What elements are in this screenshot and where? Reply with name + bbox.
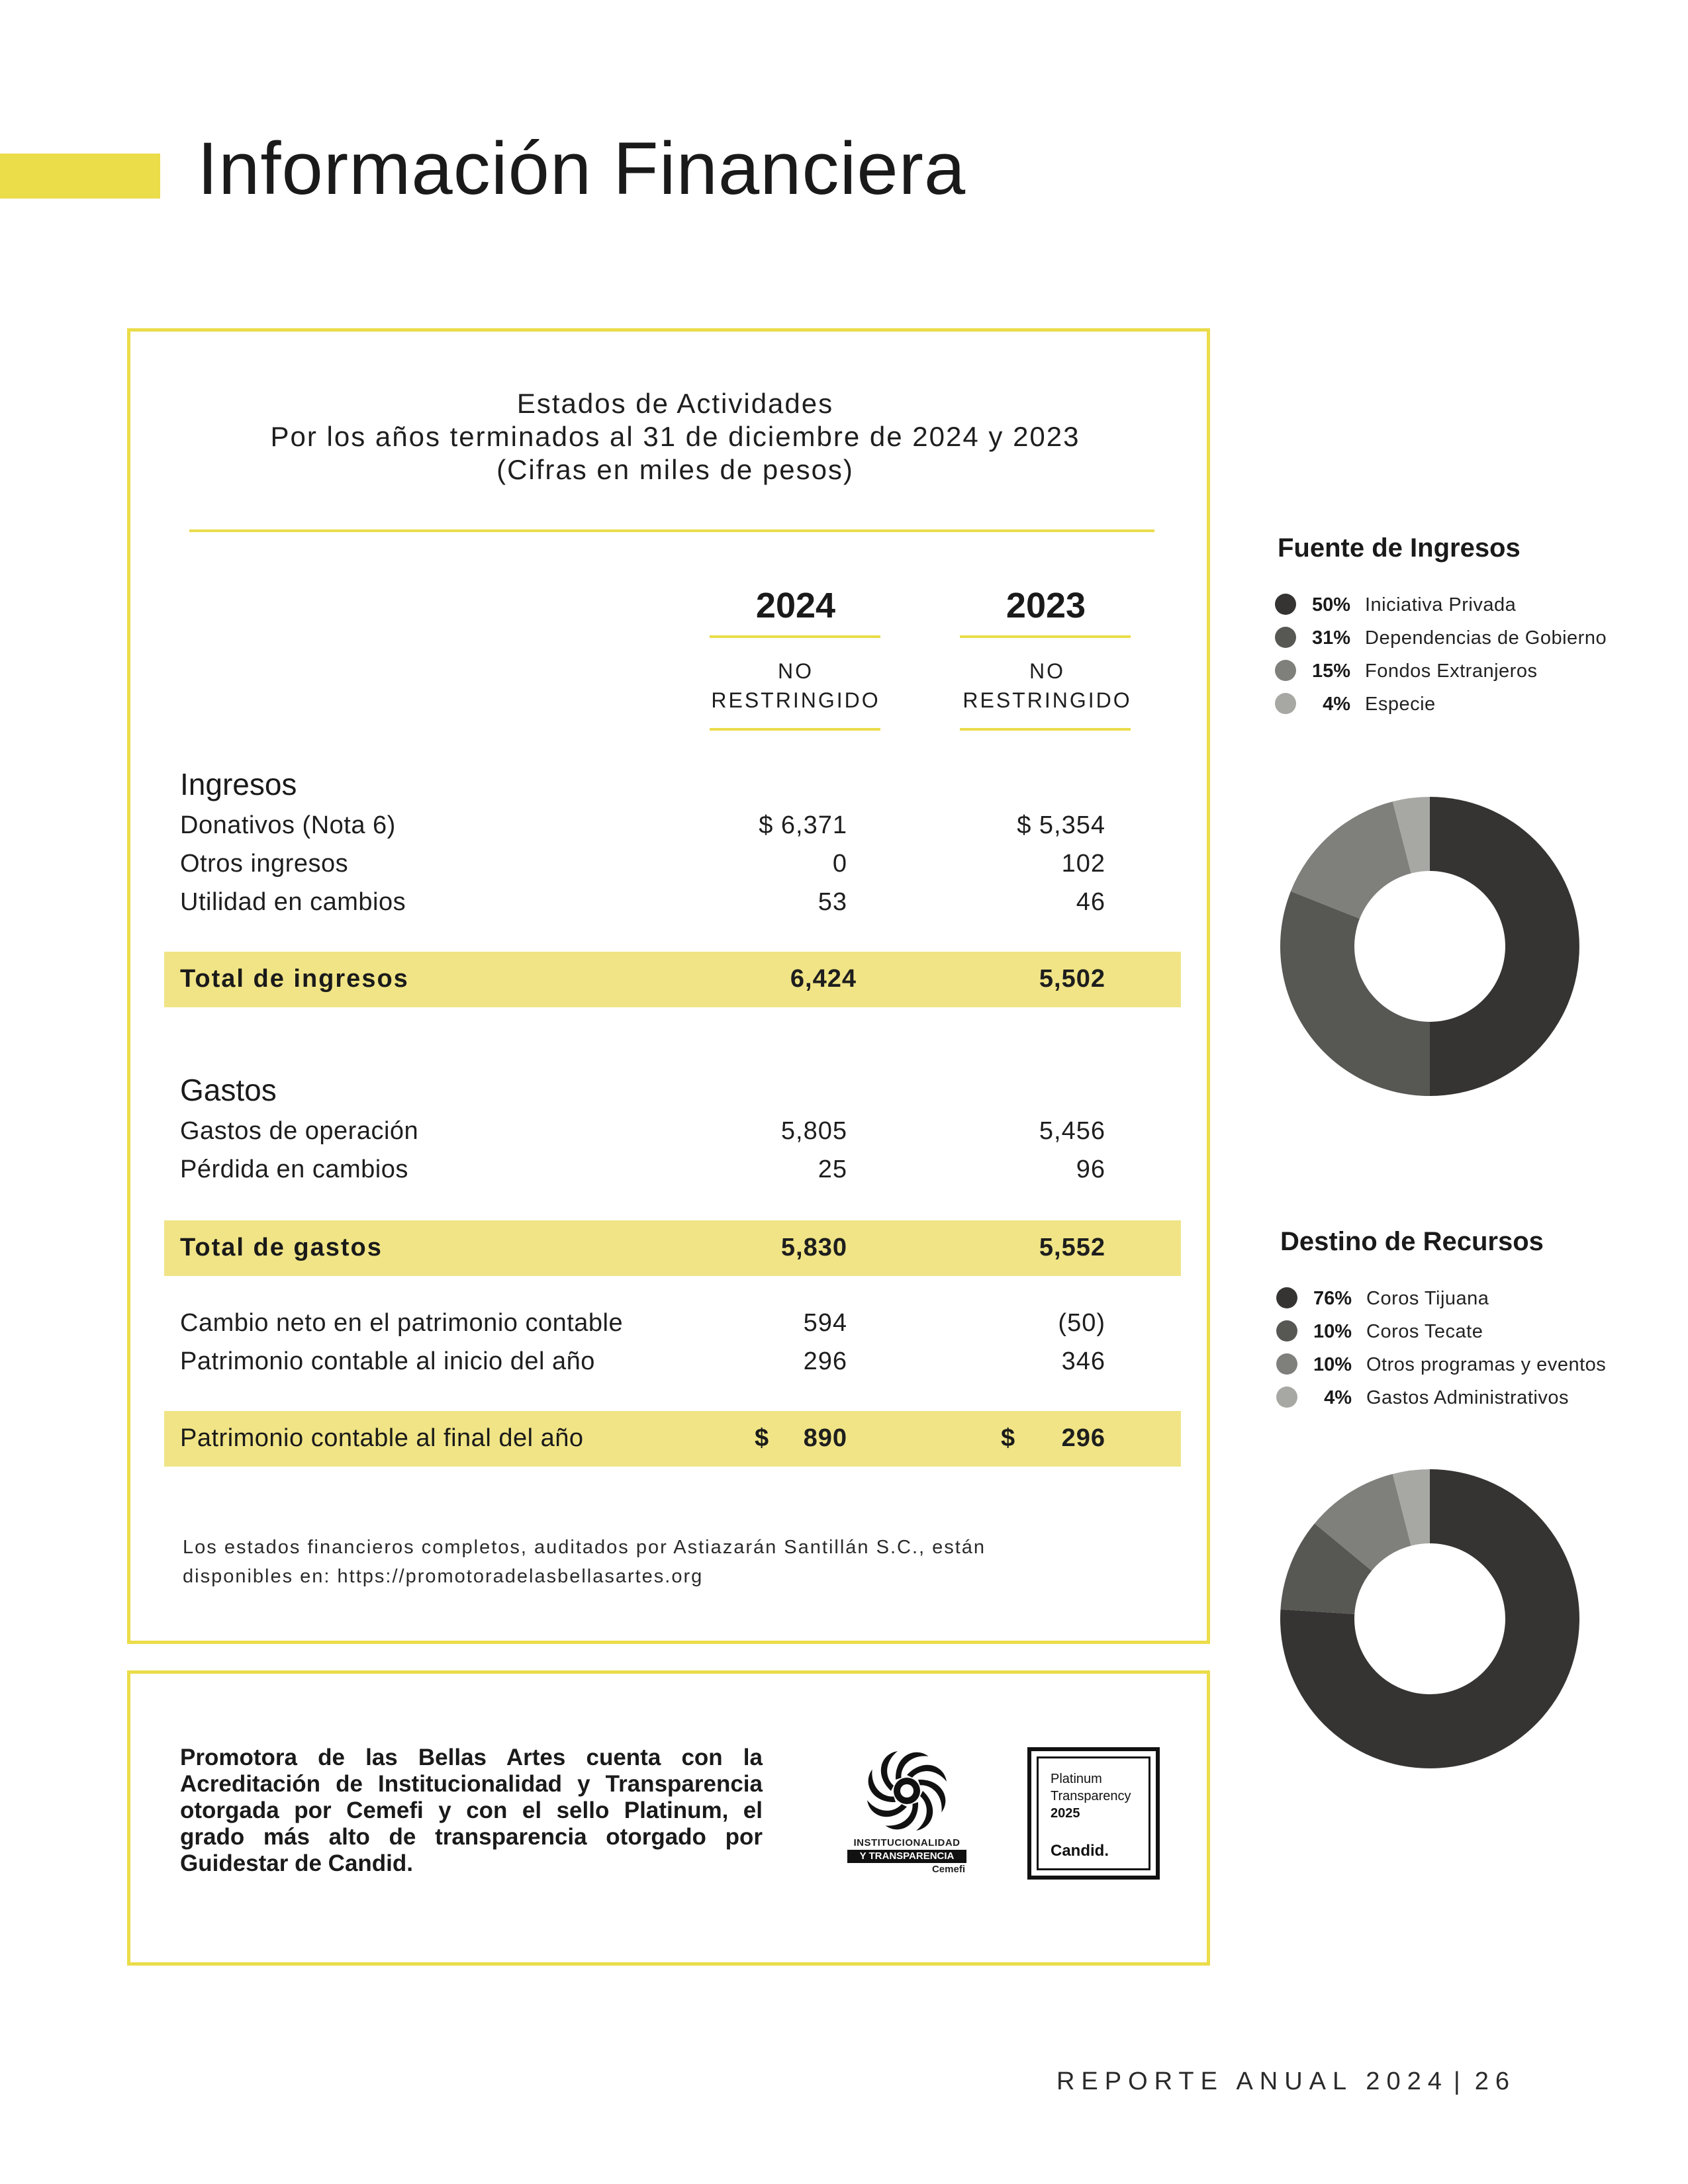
column-rule-2023-top: [960, 635, 1131, 638]
legend-label: Coros Tecate: [1366, 1321, 1483, 1342]
statement-title: Estados de Actividades: [516, 388, 834, 419]
patrimonio-final-2024: 890: [803, 1424, 847, 1452]
statement-units: (Cifras en miles de pesos): [496, 454, 854, 485]
cemefi-line1: INSTITUCIONALIDAD: [853, 1837, 961, 1848]
row-value-2023: $ 5,354: [1017, 811, 1105, 839]
legend-label: Otros programas y eventos: [1366, 1354, 1607, 1375]
column-rule-2024-bottom: [710, 728, 880, 731]
legend-dot-3: [1275, 693, 1296, 714]
column-sub-2023: [948, 657, 1147, 715]
legend-item: [1276, 1347, 1647, 1381]
accreditation-text: Promotora de las Bellas Artes cuenta con la Acreditación de Institucionalidad y Transparencia otorgada por Cemefi y con el sello Platinum, el grado más alto de transparencia otorgado por Guidestar de Candid.: [180, 1745, 763, 1876]
legend-dot-2: [1276, 1353, 1297, 1375]
row-value-2023: 46: [1076, 888, 1105, 916]
legend-label: Especie: [1365, 694, 1436, 715]
legend-label: Dependencias de Gobierno: [1365, 627, 1607, 649]
legend-item: [1275, 687, 1646, 720]
legend-item: [1276, 1281, 1647, 1314]
swirl-icon: [841, 1747, 973, 1833]
row-value-2024: 0: [832, 850, 847, 878]
patrimonio-final-currency-2024: $: [755, 1424, 769, 1452]
legend-destino: [1276, 1281, 1647, 1414]
legend-item: [1276, 1314, 1647, 1347]
statement-subtitle: Por los años terminados al 31 de diciembre de 2024 y 2023: [270, 421, 1080, 452]
legend-pct: 76%: [1313, 1288, 1352, 1309]
legend-item: [1275, 621, 1646, 654]
column-sub-2024-line2: RESTRINGIDO: [711, 688, 880, 712]
cemefi-brand: Cemefi: [931, 1864, 965, 1875]
chart-title-fuente: Fuente de Ingresos: [1278, 533, 1521, 563]
candid-line1: Platinum: [1051, 1772, 1102, 1786]
row-value-2023: 96: [1076, 1156, 1105, 1183]
candid-seal: [1027, 1747, 1160, 1880]
legend-dot-2: [1275, 660, 1296, 681]
row-value-2023: 102: [1061, 850, 1105, 878]
total-ingresos-2024: 6,424: [790, 965, 857, 993]
chart-title-destino: Destino de Recursos: [1280, 1227, 1544, 1256]
total-gastos-label: Total de gastos: [180, 1234, 383, 1261]
row-value-2023: 5,456: [1039, 1117, 1105, 1145]
legend-fuente: [1275, 588, 1646, 720]
donut-slice-iniciativa-privada: [1430, 797, 1579, 1096]
total-ingresos-2023: 5,502: [1039, 965, 1105, 993]
row-label: Patrimonio contable al inicio del año: [180, 1347, 595, 1375]
row-label: Cambio neto en el patrimonio contable: [180, 1309, 624, 1337]
row-label: Otros ingresos: [180, 850, 349, 878]
legend-dot-0: [1275, 594, 1296, 615]
donut-chart-fuente: [1278, 794, 1582, 1099]
row-label: Gastos de operación: [180, 1117, 419, 1145]
column-sub-2024-line1: NO: [778, 659, 814, 683]
cemefi-line2: Y TRANSPARENCIA: [847, 1850, 966, 1863]
legend-label: Iniciativa Privada: [1365, 594, 1517, 615]
candid-line2: Transparency: [1051, 1789, 1131, 1803]
legend-dot-3: [1276, 1387, 1297, 1408]
row-label: Pérdida en cambios: [180, 1156, 408, 1183]
column-rule-2024-top: [710, 635, 880, 638]
legend-pct: 31%: [1311, 627, 1350, 649]
section-heading-ingresos: Ingresos: [180, 767, 297, 801]
cemefi-logo: [841, 1747, 973, 1893]
candid-brand: Candid.: [1051, 1842, 1109, 1860]
row-value-2023: 346: [1061, 1347, 1105, 1375]
column-sub-2024: [696, 657, 895, 715]
column-year-2023: 2023: [1006, 586, 1086, 625]
row-value-2024: 594: [803, 1309, 847, 1337]
row-label: Donativos (Nota 6): [180, 811, 396, 839]
donut-chart-destino: [1278, 1467, 1582, 1771]
donut-slice-dependencias-de-gobierno: [1280, 891, 1430, 1096]
total-gastos-2023: 5,552: [1039, 1234, 1105, 1261]
page-title: Información Financiera: [197, 127, 966, 210]
legend-item: [1276, 1381, 1647, 1414]
row-label: Utilidad en cambios: [180, 888, 406, 916]
legend-pct: 4%: [1324, 1387, 1352, 1408]
header-divider: [189, 529, 1154, 532]
row-value-2023: (50): [1058, 1309, 1105, 1337]
statement-note-line2: disponibles en: https://promotoradelasbellasartes.org: [183, 1566, 704, 1587]
legend-pct: 50%: [1311, 594, 1350, 615]
column-sub-2023-line2: RESTRINGIDO: [962, 688, 1132, 712]
row-value-2024: 296: [803, 1347, 847, 1375]
row-value-2024: 25: [818, 1156, 847, 1183]
statement-note-line1: Los estados financieros completos, auditados por Astiazarán Santillán S.C., están: [183, 1537, 986, 1558]
total-gastos-2024: 5,830: [780, 1234, 847, 1261]
legend-dot-1: [1276, 1320, 1297, 1342]
candid-year: 2025: [1051, 1806, 1080, 1821]
legend-label: Coros Tijuana: [1366, 1288, 1489, 1309]
row-value-2024: $ 6,371: [759, 811, 847, 839]
column-year-2024: 2024: [755, 586, 836, 625]
column-rule-2023-bottom: [960, 728, 1131, 731]
legend-label: Gastos Administrativos: [1366, 1387, 1569, 1408]
legend-pct: 15%: [1311, 660, 1350, 682]
legend-item: [1275, 588, 1646, 621]
legend-dot-1: [1275, 627, 1296, 648]
page-number: 26: [1474, 2068, 1516, 2095]
legend-pct: 4%: [1323, 694, 1350, 715]
patrimonio-final-2023: 296: [1061, 1424, 1105, 1452]
row-value-2024: 53: [818, 888, 847, 916]
patrimonio-final-label: Patrimonio contable al final del año: [180, 1424, 584, 1452]
column-sub-2023-line1: NO: [1029, 659, 1065, 683]
title-accent-bar: [0, 154, 160, 199]
section-heading-gastos: Gastos: [180, 1073, 277, 1107]
footer-text: REPORTE ANUAL 2024: [1056, 2068, 1448, 2095]
legend-item: [1275, 654, 1646, 687]
row-value-2024: 5,805: [780, 1117, 847, 1145]
page-footer: [1056, 2068, 1516, 2096]
legend-pct: 10%: [1313, 1321, 1352, 1342]
legend-dot-0: [1276, 1287, 1297, 1308]
total-ingresos-label: Total de ingresos: [180, 965, 409, 993]
candid-seal-inner: [1037, 1756, 1150, 1870]
patrimonio-final-currency-2023: $: [1001, 1424, 1015, 1452]
legend-pct: 10%: [1313, 1354, 1352, 1375]
footer-separator: |: [1453, 2068, 1467, 2095]
legend-label: Fondos Extranjeros: [1365, 660, 1538, 682]
statement-note: [183, 1533, 1109, 1591]
